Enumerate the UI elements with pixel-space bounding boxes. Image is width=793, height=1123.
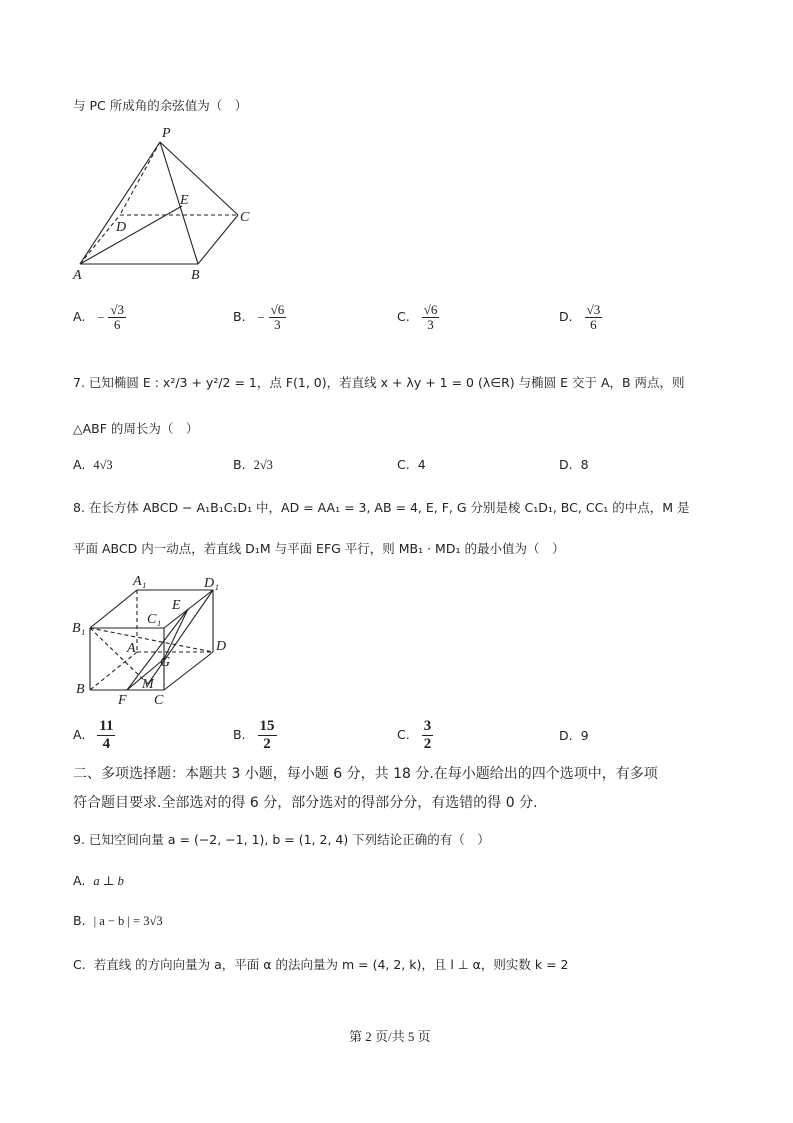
pyramid-figure bbox=[70, 122, 260, 287]
edge-AD bbox=[80, 215, 120, 264]
edge-PD bbox=[120, 142, 160, 215]
q7-stem-line2: △ABF 的周长为（ ） bbox=[73, 421, 199, 436]
q9-option-c: C. 若直线 的方向向量为 a，平面 α 的法向量为 m = (4, 2, k)，且 l ⊥ α，则实数 k = 2 bbox=[73, 957, 569, 972]
label-C: C bbox=[154, 693, 164, 708]
q9-stem: 9. 已知空间向量 a = (−2, −1, 1), b = (1, 2, 4) 下列结论正确的有（ ） bbox=[73, 832, 490, 847]
q6-option-a: A. − $\frac{√3}{6}$ bbox=[73, 302, 124, 333]
q8-option-a: A. $\frac{11}{4}$ bbox=[73, 718, 114, 752]
label-A1: A₁ bbox=[133, 574, 147, 589]
label-D: D bbox=[216, 639, 227, 654]
edge-BC bbox=[198, 215, 238, 264]
q7-option-c: C. 4 bbox=[397, 457, 426, 472]
section2-line1: 二、多项选择题：本题共 3 小题，每小题 6 分，共 18 分.在每小题给出的四个选项中，有多项 bbox=[73, 766, 658, 782]
q6-option-b: B. − $\frac{√6}{3}$ bbox=[233, 302, 285, 333]
label-A: A bbox=[127, 641, 136, 656]
label-B: B bbox=[191, 268, 200, 283]
segment-B1M bbox=[90, 628, 148, 684]
label-F: F bbox=[118, 693, 127, 708]
label-G: G bbox=[160, 655, 171, 670]
edge-B1A1 bbox=[90, 590, 137, 628]
label-P: P bbox=[162, 126, 171, 141]
q7-option-b: B. 2√3 bbox=[233, 457, 273, 472]
label-E: E bbox=[180, 193, 189, 208]
segment-B1D bbox=[90, 628, 213, 652]
q7-option-d: D. 8 bbox=[559, 457, 589, 472]
q8-option-b: B. $\frac{15}{2}$ bbox=[233, 718, 275, 752]
q9-option-b: B. | a − b | = 3√3 bbox=[73, 913, 163, 928]
q8-stem-line2: 平面 ABCD 内一动点，若直线 D₁M 与平面 EFG 平行，则 MB₁ · MD₁ 的最小值为（ ） bbox=[73, 541, 565, 556]
q8-option-c: C. $\frac{3}{2}$ bbox=[397, 718, 432, 752]
q8-stem-line1: 8. 在长方体 ABCD − A₁B₁C₁D₁ 中，AD = AA₁ = 3, AB = 4, E, F, G 分别是棱 C₁D₁, BC, CC₁ 的中点，M 是 bbox=[73, 500, 690, 515]
q6-stem-tail: 与 PC 所成角的余弦值为（ ） bbox=[73, 98, 248, 113]
cuboid-figure bbox=[70, 572, 240, 712]
label-C: C bbox=[240, 210, 250, 225]
edge-PA bbox=[80, 142, 160, 264]
section2-line2: 符合题目要求.全部选对的得 6 分，部分选对的得部分分，有选错的得 0 分. bbox=[73, 795, 538, 811]
q9-option-a: A. a ⊥ b bbox=[73, 873, 124, 888]
label-A: A bbox=[73, 268, 82, 283]
edge-AB bbox=[90, 652, 137, 690]
label-E: E bbox=[172, 598, 181, 613]
q6-option-c: C. $\frac{√6}{3}$ bbox=[397, 302, 438, 333]
label-B1: B₁ bbox=[72, 621, 86, 636]
label-B: B bbox=[76, 682, 85, 697]
label-D: D bbox=[116, 220, 127, 235]
label-D1: D₁ bbox=[204, 576, 219, 591]
q7-option-a: A. 4√3 bbox=[73, 457, 113, 472]
q8-option-d: D. 9 bbox=[559, 728, 589, 743]
label-M: M bbox=[142, 677, 154, 692]
q7-stem-line1: 7. 已知椭圆 E : x²/3 + y²/2 = 1，点 F(1, 0)，若直线 x + λy + 1 = 0 (λ∈R) 与椭圆 E 交于 A，B 两点，则 bbox=[73, 375, 685, 390]
label-C1: C₁ bbox=[147, 612, 162, 627]
page-footer: 第 2 页/共 5 页 bbox=[349, 1029, 431, 1044]
q6-option-d: D. $\frac{√3}{6}$ bbox=[559, 302, 601, 333]
edge-DC bbox=[164, 652, 213, 690]
